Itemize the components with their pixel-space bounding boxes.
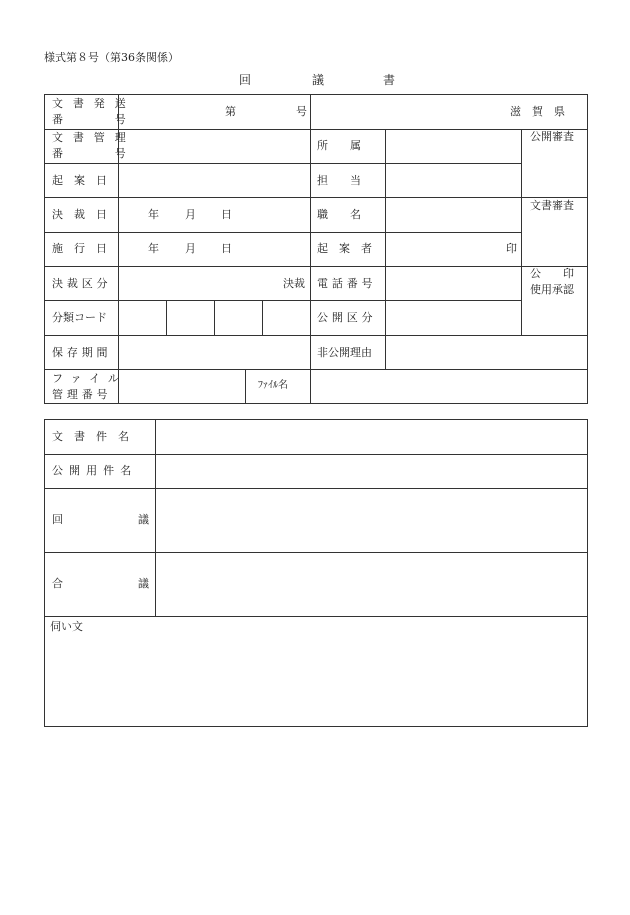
doc-mgmt-no-label-2: 番 号 <box>52 147 136 160</box>
kaigi-left: 回 <box>52 513 63 526</box>
file-mei-label: ﾌｧｲﾙ名 <box>258 380 288 391</box>
rule <box>44 335 588 336</box>
shokumei-label: 職 名 <box>317 208 361 221</box>
kouin-label-2: 使用承認 <box>530 283 574 296</box>
kian-bi-label: 起 案 日 <box>52 174 107 187</box>
rule <box>44 300 521 301</box>
title-char-2: 議 <box>312 73 325 87</box>
doc-send-no-label-2: 番 号 <box>52 113 136 126</box>
kiansha-label: 起 案 者 <box>317 242 372 255</box>
rule <box>44 552 588 553</box>
org-name: 滋 賀 県 <box>510 105 565 118</box>
kessai-bi-label: 決 裁 日 <box>52 208 107 221</box>
sekou-nen: 年 <box>148 242 159 255</box>
koukai-kubun-label: 公開区分 <box>317 311 377 324</box>
sekou-hi: 日 <box>221 242 232 255</box>
hikoukai-riyuu-label: 非公開理由 <box>317 346 372 359</box>
bunrui-code-label: 分類コード <box>52 311 107 324</box>
rule <box>214 300 215 335</box>
tantou-label: 担 当 <box>317 174 361 187</box>
kessai-hi: 日 <box>221 208 232 221</box>
form-number: 様式第８号（第36条関係） <box>44 51 179 64</box>
kessai-nen: 年 <box>148 208 159 221</box>
kouin-label-1: 公 印 <box>530 267 574 280</box>
denwa-bangou-label: 電話番号 <box>317 277 377 290</box>
rule <box>262 300 263 335</box>
aigi-right: 議 <box>138 577 149 590</box>
doc-no-dai: 第 <box>225 105 236 118</box>
doc-mgmt-no-label-1: 文書管理 <box>52 131 136 144</box>
rule <box>44 369 588 370</box>
koukaiyou-kenmei-label: 公開用件名 <box>52 464 138 477</box>
doc-no-go: 号 <box>296 105 307 118</box>
title-char-3: 書 <box>383 73 396 87</box>
file-kanri-label-2: 管理番号 <box>52 388 112 401</box>
aigi-left: 合 <box>52 577 63 590</box>
kaigi-right: 議 <box>138 513 149 526</box>
koukai-shinsa-label: 公開審査 <box>530 130 574 143</box>
kessai-value: 決裁 <box>283 277 305 290</box>
rule <box>155 419 156 616</box>
doc-send-no-label-1: 文書発送 <box>52 97 136 110</box>
ukagai-bun-label: 伺い文 <box>50 620 83 633</box>
rule <box>44 129 310 130</box>
sekou-tsuki: 月 <box>185 242 196 255</box>
rule <box>166 300 167 335</box>
rule <box>44 616 588 617</box>
kessai-kubun-label: 決裁区分 <box>52 277 112 290</box>
rule <box>44 488 588 489</box>
rule <box>310 94 311 404</box>
bunsho-kenmei-label: 文 書 件 名 <box>52 430 129 443</box>
sekou-bi-label: 施 行 日 <box>52 242 107 255</box>
shozoku-label: 所 属 <box>317 139 361 152</box>
rule <box>44 454 588 455</box>
kessai-tsuki: 月 <box>185 208 196 221</box>
rule <box>521 129 522 335</box>
rule <box>245 369 246 404</box>
rule <box>44 232 521 233</box>
hozon-kikan-label: 保存期間 <box>52 346 112 359</box>
title-char-1: 回 <box>239 73 252 87</box>
rule <box>44 197 588 198</box>
file-kanri-label-1: ファイル <box>52 372 127 385</box>
bunsho-shinsa-label: 文書審査 <box>530 199 574 212</box>
rule <box>385 129 386 369</box>
rule <box>44 163 521 164</box>
in-seal-label: 印 <box>506 242 517 255</box>
rule <box>44 266 588 267</box>
